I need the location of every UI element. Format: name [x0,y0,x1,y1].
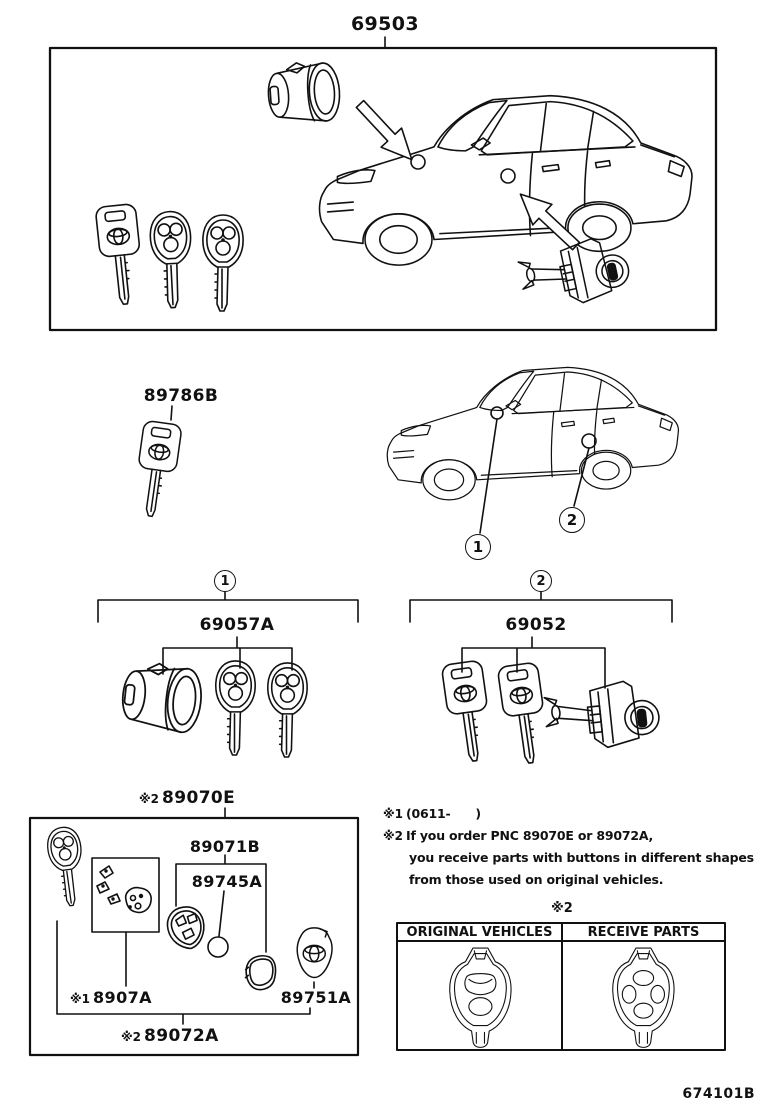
remote-key-icon [203,215,243,311]
ignition-location-marker [491,407,503,419]
back-cover-icon [243,954,277,991]
group2-bracket [410,592,672,688]
battery-icon [208,937,228,957]
column-header-original-vehicles: ORIGINAL VEHICLES [406,925,553,940]
leader-line-89745A [219,891,224,936]
leader-line-89786B [171,406,172,420]
part-number-69052: 69052 [505,615,567,635]
note-mark: ※1 [70,992,91,1006]
assembly-box [50,48,716,330]
key-pad-icon [97,866,151,912]
ignition-cylinder-icon [120,660,205,734]
four-button-key-icon [613,948,674,1047]
remote-key-icon [45,825,89,908]
master-key-icon [497,662,550,766]
callout-2: 2 [559,507,585,533]
remote-key-icon [149,211,194,309]
ignition-cylinder-icon [266,60,341,125]
two-button-key-icon [450,948,511,1047]
callout-1: 1 [465,534,491,560]
remote-key-icon [216,661,255,755]
key-shell-icon [165,905,207,952]
part-number-89751A: 89751A [280,988,352,1007]
part-number-89072A: ※2 89072A [121,1026,219,1046]
note-2-line-2: you receive parts with buttons in different shapes [409,850,754,865]
note-2-line-3: from those used on original vehicles. [409,872,664,887]
part-number-89786B: 89786B [143,386,219,406]
column-header-receive-parts: RECEIVE PARTS [587,925,700,940]
ignition-location-marker [411,155,425,169]
part-number-89071B: 89071B [189,837,261,856]
group1-callout: 1 [214,570,236,592]
arrow-icon [350,94,422,169]
master-key-icon [95,203,145,306]
document-number: 674101B [682,1086,755,1102]
part-number-89070E: ※2 89070E [139,788,236,808]
note-mark: ※2 [121,1030,142,1044]
door-lock-location-marker [501,169,515,183]
note-2-line-1: ※2 If you order PNC 89070E or 89072A, [383,828,654,843]
part-number-69503: 69503 [350,13,420,35]
master-key-icon [131,420,182,518]
key-cover-icon [297,928,332,978]
comparison-table-mark: ※2 [551,901,573,916]
part-number-8907A: ※1 8907A [70,988,152,1007]
part-number-69057A: 69057A [199,615,275,635]
master-key-icon [441,660,494,764]
note-mark: ※2 [139,792,160,806]
group2-callout: 2 [530,570,552,592]
car-icon [387,367,678,499]
comparison-table-grid [397,923,725,1050]
note-1: ※1 (0611- ) [383,806,481,821]
door-lock-cylinder-icon [542,678,661,753]
remote-key-icon [268,663,307,757]
door-lock-location-marker [582,434,596,448]
part-number-89745A: 89745A [191,872,263,891]
